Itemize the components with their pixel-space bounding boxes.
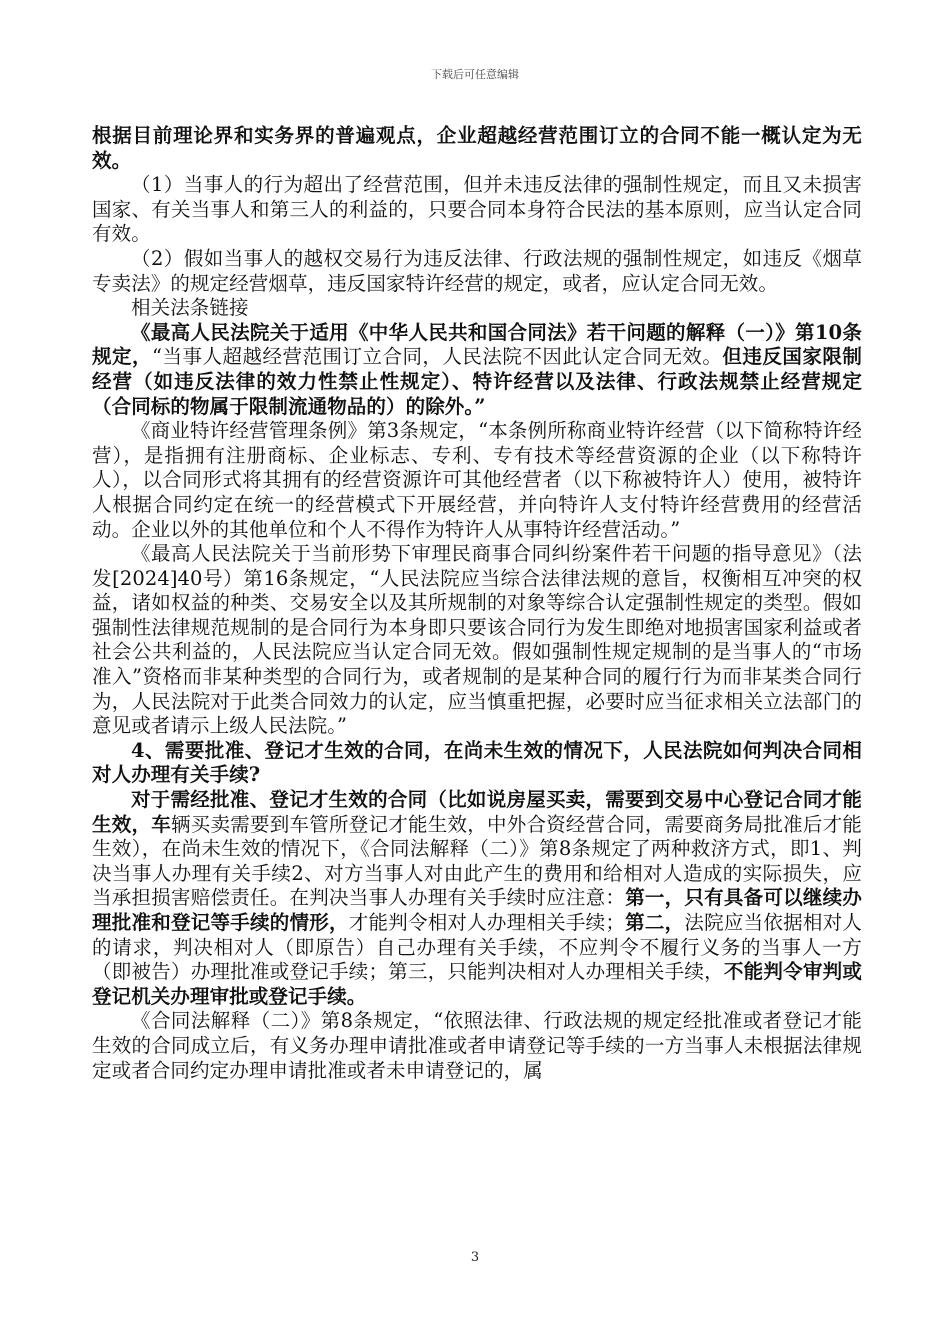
text-run: 辆买卖需要到车管所登记才能生效，中外合资经营合同，需要商务局批准后才能生效），在尚未生效的情况下，《合同法解释（二）》第8条规定了两种救济方式，即1、判决当事人办理有关手续2、对方当事人对由此产生的费用和给相对人造成的实际损失，应当承担损害赔偿责任。在判决当事人办理有关手续时应注意： <box>92 812 862 910</box>
paragraph <box>92 247 862 296</box>
text-run: 《最高人民法院关于适用《中华人民共和国合同法》若干问题的解释（一）》第10条规定， <box>92 320 862 369</box>
text-run: 不能判令审判或登记机关办理审批或登记手续。 <box>92 960 863 1008</box>
text-run: 第二， <box>625 911 685 934</box>
text-run: 法院应当依据相对人的请求，判决相对人（即原告）自己办理有关手续，不应判令不履行义务的当事人一方（即被告）办理批准或登记手续；第三，只能判决相对人办理相关手续， <box>92 911 862 984</box>
text-run: 《商业特许经营管理条例》第3条规定，“本条例所称商业特许经营（以下简称特许经营），是指拥有注册商标、企业标志、专利、专有技术等经营资源的企业（以下称特许人），以合同形式将其拥有的经营资源许可其他经营者（以下称被特许人）使用，被特许人根据合同约定在统一的经营模式下开展经营，并向特许人支付特许经营费用的经营活动。企业以外的其他单位和个人不得作为特许人从事特许经营活动。” <box>92 419 862 541</box>
text-run: （1）当事人的行为超出了经营范围，但并未违反法律的强制性规定，而且又未损害国家、有关当事人和第三人的利益的，只要合同本身符合民法的基本原则，应当认定合同有效。 <box>92 173 862 246</box>
paragraph <box>92 124 862 173</box>
page-number: 3 <box>470 1250 480 1265</box>
text-run: 根据目前理论界和实务界的普遍观点，企业超越经营范围订立的合同不能一概认定为无效。 <box>92 124 862 172</box>
text-run: （2）假如当事人的越权交易行为违反法律、行政法规的强制性规定，如违反《烟草专卖法》的规定经营烟草，违反国家特许经营的规定，或者，应认定合同无效。 <box>92 246 862 295</box>
text-run: 第一，只有具备可以继续办理批准和登记等手续的情形， <box>92 886 863 934</box>
paragraph <box>92 321 862 419</box>
text-run: 《最高人民法院关于当前形势下审理民商事合同纠纷案件若干问题的指导意见》（法发[2024]40号）第16条规定，“人民法院应当综合法律法规的意旨，权衡相互冲突的权益，诸如权益的种类、交易安全以及其所规制的对象等综合认定强制性规定的类型。假如强制性法律规范规制的是合同行为本身即只要该合同行为发生即绝对地损害国家利益或者社会公共利益的，人民法院应当认定合同无效。假如强制性规定规制的是当事人的“市场准入”资格而非某种类型的合同行为，或者规制的是某种合同的履行行为而非某类合同行为，人民法院对于此类合同效力的认定，应当慎重把握，必要时应当征求相关立法部门的意见或者请示上级人民法院。” <box>92 542 862 738</box>
paragraph <box>92 173 862 247</box>
paragraph <box>92 739 862 788</box>
paragraph <box>92 542 862 739</box>
page-header: 下载后可任意编辑 <box>431 68 519 81</box>
text-run: 对于需经批准、登记才生效的合同（比如说房屋买卖，需要到交易中心登记合同才能生效，车 <box>92 788 862 836</box>
paragraph <box>92 296 862 321</box>
text-run: 才能判令相对人办理相关手续； <box>348 911 626 934</box>
paragraph <box>92 1009 862 1083</box>
text-run: 《合同法解释（二）》第8条规定，“依照法律、行政法规的规定经批准或者登记才能生效的合同成立后，有义务办理申请批准或者申请登记等手续的一方当事人未根据法律规定或者合同约定办理申请批准或者未申请登记的，属 <box>92 1009 862 1082</box>
text-run: 4、需要批准、登记才生效的合同，在尚未生效的情况下，人民法院如何判决合同相对人办理有关手续? <box>92 738 862 787</box>
text-run: 相关法条链接 <box>131 296 249 320</box>
text-run: 但违反国家限制经营（如违反法律的效力性禁止性规定）、特许经营以及法律、行政法规禁止经营规定（合同标的物属于限制流通物品的）的除外。” <box>92 345 862 418</box>
paragraph <box>92 419 862 542</box>
paragraph <box>92 788 862 1009</box>
text-run: “当事人超越经营范围订立合同，人民法院不因此认定合同无效。 <box>152 345 723 369</box>
document-body <box>92 124 862 1083</box>
